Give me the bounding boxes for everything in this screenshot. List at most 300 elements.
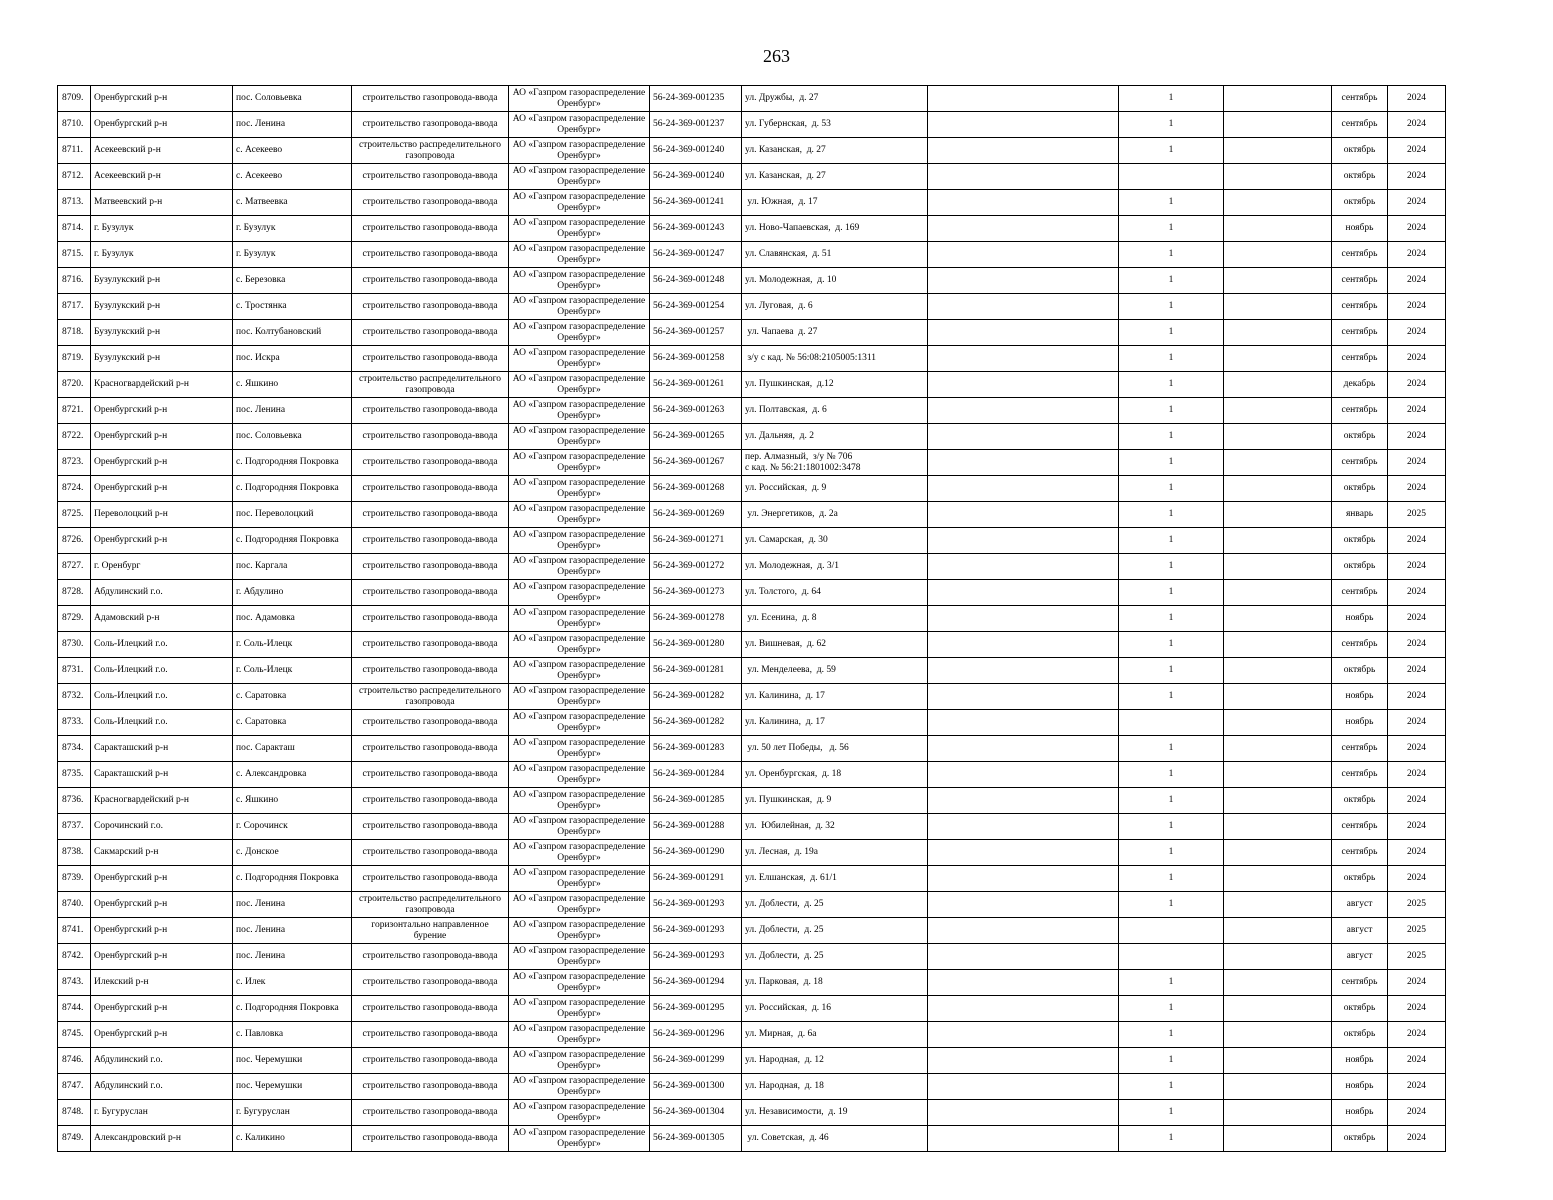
quantity-cell: 1 xyxy=(1119,268,1224,294)
work-type-cell: строительство газопровода-ввода xyxy=(352,294,509,320)
month-cell: сентябрь xyxy=(1332,736,1388,762)
empty-cell xyxy=(1224,112,1332,138)
quantity-cell: 1 xyxy=(1119,372,1224,398)
registry-number-cell: 56-24-369-001240 xyxy=(650,164,742,190)
address-cell: ул. Казанская, д. 27 xyxy=(742,138,928,164)
district-cell: Оренбургский р-н xyxy=(91,996,233,1022)
registry-number-cell: 56-24-369-001305 xyxy=(650,1126,742,1152)
row-number-cell: 8721. xyxy=(58,398,91,424)
settlement-cell: пос. Каргала xyxy=(233,554,352,580)
district-cell: г. Бузулук xyxy=(91,216,233,242)
table-row xyxy=(58,320,1446,346)
organization-cell: АО «Газпром газораспределение Оренбург» xyxy=(509,372,650,398)
empty-cell xyxy=(928,1126,1119,1152)
organization-cell: АО «Газпром газораспределение Оренбург» xyxy=(509,580,650,606)
district-cell: г. Бугуруслан xyxy=(91,1100,233,1126)
organization-cell: АО «Газпром газораспределение Оренбург» xyxy=(509,1126,650,1152)
work-type-cell: строительство газопровода-ввода xyxy=(352,216,509,242)
month-cell: сентябрь xyxy=(1332,112,1388,138)
table-row xyxy=(58,554,1446,580)
table-row xyxy=(58,996,1446,1022)
quantity-cell xyxy=(1119,164,1224,190)
registry-number-cell: 56-24-369-001263 xyxy=(650,398,742,424)
registry-number-cell: 56-24-369-001304 xyxy=(650,1100,742,1126)
work-type-cell: строительство газопровода-ввода xyxy=(352,346,509,372)
work-type-cell: строительство газопровода-ввода xyxy=(352,710,509,736)
address-cell: ул. Парковая, д. 18 xyxy=(742,970,928,996)
quantity-cell: 1 xyxy=(1119,788,1224,814)
row-number-cell: 8749. xyxy=(58,1126,91,1152)
empty-cell xyxy=(928,684,1119,710)
empty-cell xyxy=(928,1022,1119,1048)
registry-number-cell: 56-24-369-001296 xyxy=(650,1022,742,1048)
settlement-cell: г. Бузулук xyxy=(233,216,352,242)
district-cell: Соль-Илецкий г.о. xyxy=(91,658,233,684)
organization-cell: АО «Газпром газораспределение Оренбург» xyxy=(509,346,650,372)
work-type-cell: строительство газопровода-ввода xyxy=(352,450,509,476)
table-body xyxy=(58,86,1446,1152)
table-row xyxy=(58,294,1446,320)
settlement-cell: с. Подгородняя Покровка xyxy=(233,866,352,892)
table-row xyxy=(58,164,1446,190)
empty-cell xyxy=(1224,1074,1332,1100)
settlement-cell: пос. Саракташ xyxy=(233,736,352,762)
empty-cell xyxy=(928,320,1119,346)
registry-number-cell: 56-24-369-001300 xyxy=(650,1074,742,1100)
month-cell: сентябрь xyxy=(1332,814,1388,840)
row-number-cell: 8737. xyxy=(58,814,91,840)
table-row xyxy=(58,190,1446,216)
quantity-cell: 1 xyxy=(1119,632,1224,658)
settlement-cell: с. Каликино xyxy=(233,1126,352,1152)
address-cell: ул. Елшанская, д. 61/1 xyxy=(742,866,928,892)
address-cell: ул. Независимости, д. 19 xyxy=(742,1100,928,1126)
row-number-cell: 8715. xyxy=(58,242,91,268)
empty-cell xyxy=(928,424,1119,450)
address-cell: ул. Толстого, д. 64 xyxy=(742,580,928,606)
row-number-cell: 8717. xyxy=(58,294,91,320)
work-type-cell: строительство газопровода-ввода xyxy=(352,580,509,606)
quantity-cell: 1 xyxy=(1119,450,1224,476)
district-cell: Сорочинский г.о. xyxy=(91,814,233,840)
work-type-cell: строительство газопровода-ввода xyxy=(352,112,509,138)
settlement-cell: с. Саратовка xyxy=(233,684,352,710)
organization-cell: АО «Газпром газораспределение Оренбург» xyxy=(509,762,650,788)
empty-cell xyxy=(928,736,1119,762)
district-cell: Матвеевский р-н xyxy=(91,190,233,216)
empty-cell xyxy=(1224,372,1332,398)
row-number-cell: 8736. xyxy=(58,788,91,814)
registry-number-cell: 56-24-369-001243 xyxy=(650,216,742,242)
table-row xyxy=(58,528,1446,554)
work-type-cell: строительство газопровода-ввода xyxy=(352,840,509,866)
quantity-cell: 1 xyxy=(1119,892,1224,918)
empty-cell xyxy=(1224,346,1332,372)
empty-cell xyxy=(928,580,1119,606)
settlement-cell: с. Матвеевка xyxy=(233,190,352,216)
quantity-cell: 1 xyxy=(1119,606,1224,632)
work-type-cell: строительство газопровода-ввода xyxy=(352,606,509,632)
table-row xyxy=(58,918,1446,944)
empty-cell xyxy=(928,242,1119,268)
district-cell: Илекский р-н xyxy=(91,970,233,996)
table-row xyxy=(58,450,1446,476)
work-type-cell: строительство газопровода-ввода xyxy=(352,164,509,190)
year-cell: 2024 xyxy=(1388,268,1446,294)
empty-cell xyxy=(1224,398,1332,424)
registry-number-cell: 56-24-369-001248 xyxy=(650,268,742,294)
empty-cell xyxy=(928,450,1119,476)
month-cell: ноябрь xyxy=(1332,684,1388,710)
district-cell: г. Оренбург xyxy=(91,554,233,580)
quantity-cell: 1 xyxy=(1119,554,1224,580)
address-cell: ул. Самарская, д. 30 xyxy=(742,528,928,554)
work-type-cell: строительство газопровода-ввода xyxy=(352,736,509,762)
quantity-cell: 1 xyxy=(1119,1074,1224,1100)
empty-cell xyxy=(928,372,1119,398)
address-cell: ул. Молодежная, д. 3/1 xyxy=(742,554,928,580)
year-cell: 2024 xyxy=(1388,580,1446,606)
district-cell: Соль-Илецкий г.о. xyxy=(91,684,233,710)
month-cell: сентябрь xyxy=(1332,242,1388,268)
empty-cell xyxy=(928,918,1119,944)
month-cell: октябрь xyxy=(1332,996,1388,1022)
work-type-cell: строительство распределительного газопровода xyxy=(352,684,509,710)
empty-cell xyxy=(928,502,1119,528)
quantity-cell: 1 xyxy=(1119,996,1224,1022)
row-number-cell: 8713. xyxy=(58,190,91,216)
address-cell: ул. Казанская, д. 27 xyxy=(742,164,928,190)
year-cell: 2024 xyxy=(1388,814,1446,840)
empty-cell xyxy=(1224,86,1332,112)
month-cell: ноябрь xyxy=(1332,606,1388,632)
address-cell: ул. Пушкинская, д. 9 xyxy=(742,788,928,814)
registry-number-cell: 56-24-369-001271 xyxy=(650,528,742,554)
work-type-cell: строительство газопровода-ввода xyxy=(352,1022,509,1048)
empty-cell xyxy=(928,346,1119,372)
empty-cell xyxy=(1224,1048,1332,1074)
page-number: 263 xyxy=(763,46,790,66)
month-cell: сентябрь xyxy=(1332,268,1388,294)
registry-number-cell: 56-24-369-001261 xyxy=(650,372,742,398)
district-cell: Саракташский р-н xyxy=(91,736,233,762)
address-cell: ул. Лесная, д. 19а xyxy=(742,840,928,866)
quantity-cell: 1 xyxy=(1119,398,1224,424)
quantity-cell: 1 xyxy=(1119,528,1224,554)
data-table xyxy=(57,85,1446,1152)
quantity-cell: 1 xyxy=(1119,190,1224,216)
year-cell: 2024 xyxy=(1388,320,1446,346)
work-type-cell: строительство газопровода-ввода xyxy=(352,658,509,684)
month-cell: сентябрь xyxy=(1332,320,1388,346)
empty-cell xyxy=(928,112,1119,138)
work-type-cell: строительство газопровода-ввода xyxy=(352,476,509,502)
year-cell: 2024 xyxy=(1388,736,1446,762)
empty-cell xyxy=(1224,476,1332,502)
work-type-cell: строительство газопровода-ввода xyxy=(352,944,509,970)
district-cell: Александровский р-н xyxy=(91,1126,233,1152)
row-number-cell: 8723. xyxy=(58,450,91,476)
registry-number-cell: 56-24-369-001280 xyxy=(650,632,742,658)
organization-cell: АО «Газпром газораспределение Оренбург» xyxy=(509,1074,650,1100)
registry-number-cell: 56-24-369-001254 xyxy=(650,294,742,320)
month-cell: сентябрь xyxy=(1332,970,1388,996)
settlement-cell: с. Яшкино xyxy=(233,788,352,814)
settlement-cell: с. Тростянка xyxy=(233,294,352,320)
address-cell: ул. Полтавская, д. 6 xyxy=(742,398,928,424)
organization-cell: АО «Газпром газораспределение Оренбург» xyxy=(509,944,650,970)
row-number-cell: 8711. xyxy=(58,138,91,164)
settlement-cell: с. Донское xyxy=(233,840,352,866)
address-cell: ул. Менделеева, д. 59 xyxy=(742,658,928,684)
settlement-cell: пос. Ленина xyxy=(233,918,352,944)
quantity-cell: 1 xyxy=(1119,242,1224,268)
year-cell: 2024 xyxy=(1388,86,1446,112)
settlement-cell: с. Павловка xyxy=(233,1022,352,1048)
table-row xyxy=(58,866,1446,892)
address-cell: ул. Славянская, д. 51 xyxy=(742,242,928,268)
address-cell: ул. Народная, д. 18 xyxy=(742,1074,928,1100)
year-cell: 2024 xyxy=(1388,476,1446,502)
settlement-cell: с. Александровка xyxy=(233,762,352,788)
address-cell: ул. Оренбургская, д. 18 xyxy=(742,762,928,788)
empty-cell xyxy=(1224,216,1332,242)
year-cell: 2024 xyxy=(1388,372,1446,398)
table-row xyxy=(58,632,1446,658)
month-cell: ноябрь xyxy=(1332,710,1388,736)
empty-cell xyxy=(928,216,1119,242)
empty-cell xyxy=(928,528,1119,554)
organization-cell: АО «Газпром газораспределение Оренбург» xyxy=(509,710,650,736)
district-cell: Бузулукский р-н xyxy=(91,268,233,294)
registry-number-cell: 56-24-369-001294 xyxy=(650,970,742,996)
quantity-cell: 1 xyxy=(1119,294,1224,320)
month-cell: октябрь xyxy=(1332,788,1388,814)
quantity-cell: 1 xyxy=(1119,138,1224,164)
empty-cell xyxy=(1224,1022,1332,1048)
month-cell: сентябрь xyxy=(1332,86,1388,112)
registry-number-cell: 56-24-369-001265 xyxy=(650,424,742,450)
month-cell: сентябрь xyxy=(1332,840,1388,866)
address-cell: ул. Советская, д. 46 xyxy=(742,1126,928,1152)
month-cell: сентябрь xyxy=(1332,346,1388,372)
month-cell: октябрь xyxy=(1332,138,1388,164)
year-cell: 2024 xyxy=(1388,710,1446,736)
table-row xyxy=(58,684,1446,710)
organization-cell: АО «Газпром газораспределение Оренбург» xyxy=(509,1048,650,1074)
empty-cell xyxy=(928,710,1119,736)
empty-cell xyxy=(1224,736,1332,762)
year-cell: 2024 xyxy=(1388,606,1446,632)
year-cell: 2024 xyxy=(1388,970,1446,996)
year-cell: 2025 xyxy=(1388,892,1446,918)
address-cell: ул. Дальняя, д. 2 xyxy=(742,424,928,450)
month-cell: сентябрь xyxy=(1332,762,1388,788)
organization-cell: АО «Газпром газораспределение Оренбург» xyxy=(509,138,650,164)
empty-cell xyxy=(1224,684,1332,710)
month-cell: октябрь xyxy=(1332,424,1388,450)
work-type-cell: строительство газопровода-ввода xyxy=(352,86,509,112)
registry-number-cell: 56-24-369-001273 xyxy=(650,580,742,606)
registry-number-cell: 56-24-369-001293 xyxy=(650,944,742,970)
registry-number-cell: 56-24-369-001288 xyxy=(650,814,742,840)
empty-cell xyxy=(928,944,1119,970)
address-cell: ул. Есенина, д. 8 xyxy=(742,606,928,632)
year-cell: 2024 xyxy=(1388,190,1446,216)
address-cell: ул. Калинина, д. 17 xyxy=(742,710,928,736)
empty-cell xyxy=(1224,814,1332,840)
registry-number-cell: 56-24-369-001293 xyxy=(650,892,742,918)
row-number-cell: 8719. xyxy=(58,346,91,372)
empty-cell xyxy=(1224,970,1332,996)
row-number-cell: 8724. xyxy=(58,476,91,502)
empty-cell xyxy=(928,268,1119,294)
month-cell: октябрь xyxy=(1332,1126,1388,1152)
organization-cell: АО «Газпром газораспределение Оренбург» xyxy=(509,606,650,632)
registry-number-cell: 56-24-369-001237 xyxy=(650,112,742,138)
quantity-cell: 1 xyxy=(1119,502,1224,528)
settlement-cell: с. Подгородняя Покровка xyxy=(233,996,352,1022)
registry-number-cell: 56-24-369-001241 xyxy=(650,190,742,216)
address-cell: ул. Луговая, д. 6 xyxy=(742,294,928,320)
row-number-cell: 8746. xyxy=(58,1048,91,1074)
year-cell: 2024 xyxy=(1388,788,1446,814)
empty-cell xyxy=(1224,268,1332,294)
year-cell: 2024 xyxy=(1388,658,1446,684)
work-type-cell: строительство газопровода-ввода xyxy=(352,762,509,788)
row-number-cell: 8728. xyxy=(58,580,91,606)
empty-cell xyxy=(1224,658,1332,684)
registry-number-cell: 56-24-369-001281 xyxy=(650,658,742,684)
work-type-cell: строительство газопровода-ввода xyxy=(352,528,509,554)
month-cell: октябрь xyxy=(1332,554,1388,580)
district-cell: Оренбургский р-н xyxy=(91,892,233,918)
organization-cell: АО «Газпром газораспределение Оренбург» xyxy=(509,476,650,502)
row-number-cell: 8735. xyxy=(58,762,91,788)
month-cell: август xyxy=(1332,918,1388,944)
address-cell: ул. Губернская, д. 53 xyxy=(742,112,928,138)
quantity-cell: 1 xyxy=(1119,112,1224,138)
settlement-cell: пос. Искра xyxy=(233,346,352,372)
quantity-cell: 1 xyxy=(1119,424,1224,450)
table-row xyxy=(58,86,1446,112)
settlement-cell: пос. Черемушки xyxy=(233,1048,352,1074)
year-cell: 2024 xyxy=(1388,554,1446,580)
district-cell: Асекеевский р-н xyxy=(91,164,233,190)
month-cell: сентябрь xyxy=(1332,580,1388,606)
row-number-cell: 8741. xyxy=(58,918,91,944)
table-row xyxy=(58,892,1446,918)
empty-cell xyxy=(1224,424,1332,450)
month-cell: август xyxy=(1332,944,1388,970)
settlement-cell: пос. Ленина xyxy=(233,398,352,424)
organization-cell: АО «Газпром газораспределение Оренбург» xyxy=(509,996,650,1022)
table-row xyxy=(58,840,1446,866)
empty-cell xyxy=(928,762,1119,788)
settlement-cell: пос. Черемушки xyxy=(233,1074,352,1100)
organization-cell: АО «Газпром газораспределение Оренбург» xyxy=(509,528,650,554)
empty-cell xyxy=(1224,294,1332,320)
address-cell: ул. 50 лет Победы, д. 56 xyxy=(742,736,928,762)
year-cell: 2024 xyxy=(1388,1048,1446,1074)
row-number-cell: 8742. xyxy=(58,944,91,970)
address-cell: пер. Алмазный, з/у № 706 с кад. № 56:21:1801002:3478 xyxy=(742,450,928,476)
work-type-cell: строительство газопровода-ввода xyxy=(352,1126,509,1152)
work-type-cell: строительство распределительного газопровода xyxy=(352,372,509,398)
year-cell: 2024 xyxy=(1388,1074,1446,1100)
quantity-cell: 1 xyxy=(1119,476,1224,502)
quantity-cell: 1 xyxy=(1119,1100,1224,1126)
month-cell: сентябрь xyxy=(1332,450,1388,476)
quantity-cell: 1 xyxy=(1119,814,1224,840)
table-row xyxy=(58,398,1446,424)
settlement-cell: г. Соль-Илецк xyxy=(233,658,352,684)
year-cell: 2024 xyxy=(1388,424,1446,450)
row-number-cell: 8725. xyxy=(58,502,91,528)
registry-number-cell: 56-24-369-001282 xyxy=(650,710,742,736)
district-cell: Оренбургский р-н xyxy=(91,528,233,554)
district-cell: Красногвардейский р-н xyxy=(91,372,233,398)
organization-cell: АО «Газпром газораспределение Оренбург» xyxy=(509,684,650,710)
year-cell: 2024 xyxy=(1388,346,1446,372)
row-number-cell: 8740. xyxy=(58,892,91,918)
row-number-cell: 8748. xyxy=(58,1100,91,1126)
row-number-cell: 8730. xyxy=(58,632,91,658)
district-cell: Сакмарский р-н xyxy=(91,840,233,866)
table-row xyxy=(58,606,1446,632)
registry-number-cell: 56-24-369-001285 xyxy=(650,788,742,814)
address-cell: ул. Российская, д. 16 xyxy=(742,996,928,1022)
organization-cell: АО «Газпром газораспределение Оренбург» xyxy=(509,424,650,450)
year-cell: 2024 xyxy=(1388,632,1446,658)
registry-number-cell: 56-24-369-001267 xyxy=(650,450,742,476)
settlement-cell: с. Илек xyxy=(233,970,352,996)
month-cell: октябрь xyxy=(1332,1022,1388,1048)
row-number-cell: 8722. xyxy=(58,424,91,450)
address-cell: ул. Дружбы, д. 27 xyxy=(742,86,928,112)
district-cell: Оренбургский р-н xyxy=(91,424,233,450)
district-cell: Адамовский р-н xyxy=(91,606,233,632)
quantity-cell: 1 xyxy=(1119,866,1224,892)
work-type-cell: строительство газопровода-ввода xyxy=(352,554,509,580)
registry-number-cell: 56-24-369-001268 xyxy=(650,476,742,502)
work-type-cell: горизонтально направленное бурение xyxy=(352,918,509,944)
address-cell: ул. Калинина, д. 17 xyxy=(742,684,928,710)
empty-cell xyxy=(928,1048,1119,1074)
year-cell: 2024 xyxy=(1388,450,1446,476)
quantity-cell xyxy=(1119,710,1224,736)
empty-cell xyxy=(1224,190,1332,216)
empty-cell xyxy=(928,476,1119,502)
work-type-cell: строительство газопровода-ввода xyxy=(352,1048,509,1074)
empty-cell xyxy=(928,788,1119,814)
organization-cell: АО «Газпром газораспределение Оренбург» xyxy=(509,320,650,346)
district-cell: г. Бузулук xyxy=(91,242,233,268)
address-cell: з/у с кад. № 56:08:2105005:1311 xyxy=(742,346,928,372)
work-type-cell: строительство газопровода-ввода xyxy=(352,788,509,814)
address-cell: ул. Юбилейная, д. 32 xyxy=(742,814,928,840)
empty-cell xyxy=(928,1100,1119,1126)
empty-cell xyxy=(1224,554,1332,580)
year-cell: 2024 xyxy=(1388,1100,1446,1126)
address-cell: ул. Энергетиков, д. 2а xyxy=(742,502,928,528)
organization-cell: АО «Газпром газораспределение Оренбург» xyxy=(509,970,650,996)
table-row xyxy=(58,736,1446,762)
organization-cell: АО «Газпром газораспределение Оренбург» xyxy=(509,1100,650,1126)
organization-cell: АО «Газпром газораспределение Оренбург» xyxy=(509,814,650,840)
year-cell: 2025 xyxy=(1388,944,1446,970)
settlement-cell: пос. Переволоцкий xyxy=(233,502,352,528)
